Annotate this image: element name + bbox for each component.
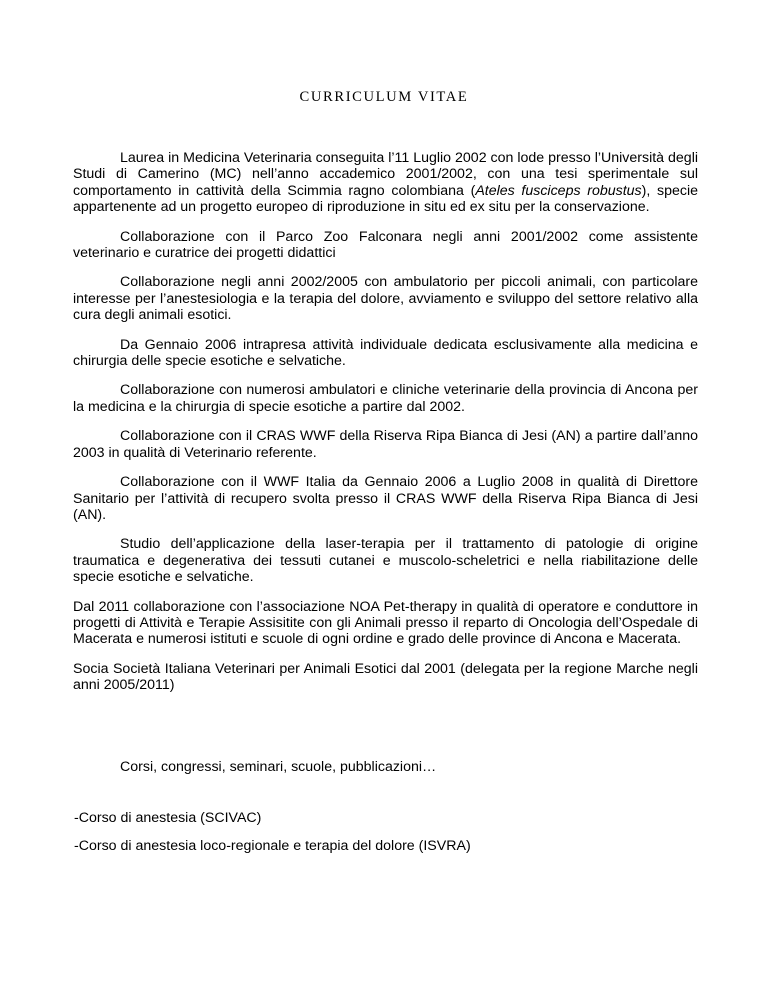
paragraph-wwf-italia: Collaborazione con il WWF Italia da Gennaio 2006 a Luglio 2008 in qualità di Direttore Sanitario per l’attività di recupero svolta presso il CRAS WWF della Riserva Ripa Bianca di Jesi (AN). xyxy=(73,474,698,523)
paragraph-cliniche-ancona: Collaborazione con numerosi ambulatori e cliniche veterinarie della provincia di Ancona per la medicina e la chirurgia di specie esotiche a partire dal 2002. xyxy=(73,382,698,415)
paragraph-zoo-falconara: Collaborazione con il Parco Zoo Falconara negli anni 2001/2002 come assistente veterinario e curatrice dei progetti didattici xyxy=(73,228,698,262)
section-heading-corsi: Corsi, congressi, seminari, scuole, pubblicazioni… xyxy=(120,758,437,775)
paragraph-laser-terapia: Studio dell’applicazione della laser-terapia per il trattamento di patologie di origine traumatica e degenerativa dei tessuti cutanei e muscolo-scheletrici e nella riabilitazione delle specie esotiche e selvatiche. xyxy=(73,536,698,586)
list-item: -Corso di anestesia (SCIVAC) xyxy=(74,809,262,826)
paragraph-cras-wwf: Collaborazione con il CRAS WWF della Riserva Ripa Bianca di Jesi (AN) a partire dall’anno 2003 in qualità di Veterinario referente. xyxy=(73,428,698,461)
list-item: -Corso di anestesia loco-regionale e terapia del dolore (ISVRA) xyxy=(74,838,471,855)
spacer xyxy=(73,707,698,759)
paragraph-degree-text-a: Laurea in Medicina Veterinaria conseguita l’11 Luglio 2002 con lode presso l’Università degli Studi di Camerino (MC) nell’anno accademico 2001/2002, con una tesi sperimentale sul comportamento in cattività della Scimmia ragno colombiana ( xyxy=(73,150,698,199)
paragraph-pet-therapy: Dal 2011 collaborazione con l’associazione NOA Pet-therapy in qualità di operatore e conduttore in progetti di Attività e Terapie Assisitite con gli Animali presso il reparto di Oncologia dell’Ospedale di Macerata e numerosi istituti e scuole di ogni ordine e grado delle province di Ancona e Macerata. xyxy=(73,598,698,648)
paragraph-socia-sivae: Socia Società Italiana Veterinari per Animali Esotici dal 2001 (delegata per la regione Marche negli anni 2005/2011) xyxy=(73,660,698,694)
paragraph-ambulatorio: Collaborazione negli anni 2002/2005 con ambulatorio per piccoli animali, con particolare interesse per l’anestesiologia e la terapia del dolore, avviamento e sviluppo del settore relativo alla cura degli animali esotici. xyxy=(73,274,698,324)
paragraph-attivita-individuale: Da Gennaio 2006 intrapresa attività individuale dedicata esclusivamente alla medicina e chirurgia delle specie esotiche e selvatiche. xyxy=(73,336,698,370)
document-body xyxy=(73,150,698,867)
paragraph-degree-text-b: ), specie appartenente ad un progetto europeo di riproduzione in situ ed ex situ per la conservazione. xyxy=(73,182,698,216)
species-name: Ateles fusciceps robustus xyxy=(475,182,642,199)
document-title: CURRICULUM VITAE xyxy=(299,89,469,105)
paragraph-degree xyxy=(73,150,698,216)
